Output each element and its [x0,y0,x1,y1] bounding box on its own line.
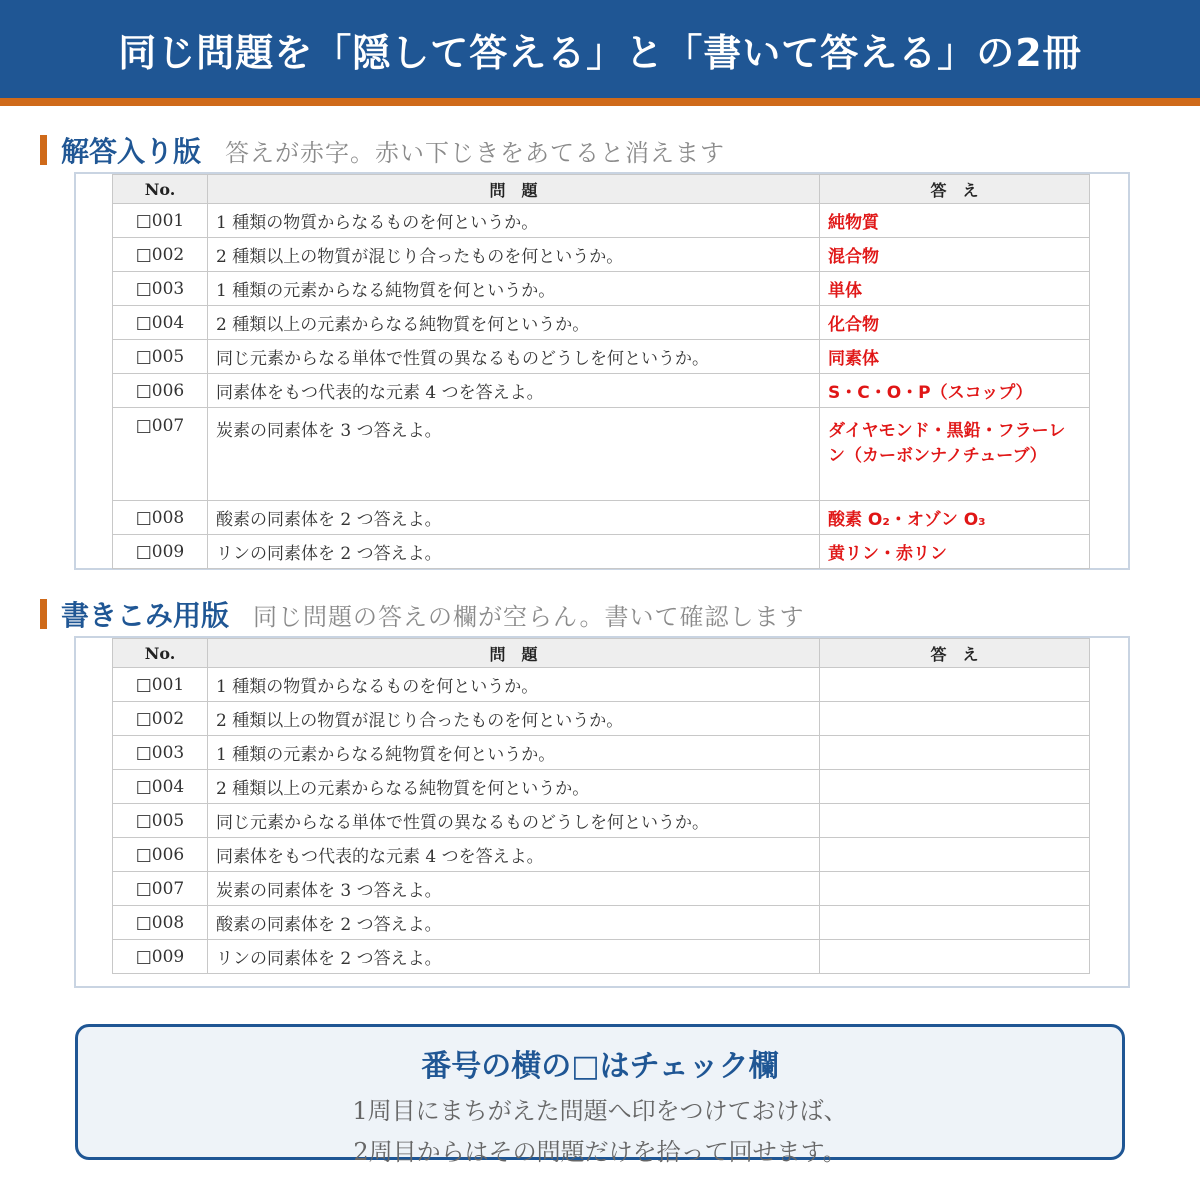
table-row [113,535,1090,569]
row-question: リンの同素体を 2 つ答えよ。 [208,535,820,569]
section-accent-bar [40,599,47,629]
row-question: 同素体をもつ代表的な元素 4 つを答えよ。 [208,374,820,408]
row-question: 2 種類以上の物質が混じり合ったものを何というか。 [208,238,820,272]
table-row [113,804,1090,838]
row-answer: 同素体 [820,340,1090,374]
banner-title: 同じ問題を「隠して答える」と「書いて答える」の2冊 [118,30,1082,75]
table-row [113,736,1090,770]
answer-blank[interactable] [820,838,1090,872]
row-question: 1 種類の元素からなる純物質を何というか。 [208,272,820,306]
table-row [113,838,1090,872]
row-answer: S・C・O・P（スコップ） [820,374,1090,408]
header-answer: 答 え [820,639,1090,668]
answer-blank[interactable] [820,872,1090,906]
row-answer: 黄リン・赤リン [820,535,1090,569]
table-row [113,906,1090,940]
table-row [113,501,1090,535]
table-row [113,306,1090,340]
header-no: No. [113,175,208,204]
row-number[interactable]: □003 [113,736,208,770]
row-question: 1 種類の物質からなるものを何というか。 [208,668,820,702]
row-question: 同素体をもつ代表的な元素 4 つを答えよ。 [208,838,820,872]
answer-blank[interactable] [820,702,1090,736]
table-row [113,872,1090,906]
answer-blank[interactable] [820,668,1090,702]
row-number[interactable]: □005 [113,340,208,374]
answer-blank[interactable] [820,906,1090,940]
row-number[interactable]: □001 [113,204,208,238]
row-question: リンの同素体を 2 つ答えよ。 [208,940,820,974]
checkbox-note [75,1024,1125,1166]
row-number[interactable]: □008 [113,501,208,535]
section-accent-bar [40,135,47,165]
answer-blank[interactable] [820,770,1090,804]
banner [0,0,1200,106]
write-section-title: 書きこみ用版 [61,599,230,632]
table-row [113,770,1090,804]
header-question: 問 題 [208,175,820,204]
row-number[interactable]: □003 [113,272,208,306]
table-row [113,204,1090,238]
row-number[interactable]: □002 [113,238,208,272]
row-number[interactable]: □005 [113,804,208,838]
write-table-card [74,636,1130,988]
row-answer: 化合物 [820,306,1090,340]
row-number[interactable]: □004 [113,306,208,340]
table-row [113,272,1090,306]
answer-table-card [74,172,1130,570]
row-question: 1 種類の物質からなるものを何というか。 [208,204,820,238]
row-answer: ダイヤモンド・黒鉛・フラーレン（カーボンナノチューブ） [820,408,1090,501]
table-header-row [113,639,1090,668]
row-question: 炭素の同素体を 3 つ答えよ。 [208,408,820,501]
row-answer: 酸素 O₂・オゾン O₃ [820,501,1090,535]
row-question: 1 種類の元素からなる純物質を何というか。 [208,736,820,770]
row-number[interactable]: □001 [113,668,208,702]
row-number[interactable]: □009 [113,940,208,974]
table-row [113,408,1090,501]
row-answer: 単体 [820,272,1090,306]
table-row [113,340,1090,374]
table-header-row [113,175,1090,204]
header-no: No. [113,639,208,668]
answer-section-subtitle: 答えが赤字。赤い下じきをあてると消えます [225,138,726,167]
answer-blank[interactable] [820,736,1090,770]
row-number[interactable]: □006 [113,838,208,872]
answer-blank[interactable] [820,804,1090,838]
write-table [112,638,1090,974]
row-question: 炭素の同素体を 3 つ答えよ。 [208,872,820,906]
row-answer: 純物質 [820,204,1090,238]
row-number[interactable]: □006 [113,374,208,408]
row-question: 2 種類以上の元素からなる純物質を何というか。 [208,770,820,804]
header-question: 問 題 [208,639,820,668]
note-title: 番号の横の□はチェック欄 [421,1049,779,1084]
row-number[interactable]: □002 [113,702,208,736]
table-row [113,238,1090,272]
row-number[interactable]: □004 [113,770,208,804]
write-section-subtitle: 同じ問題の答えの欄が空らん。書いて確認します [253,602,805,631]
table-row [113,668,1090,702]
row-answer: 混合物 [820,238,1090,272]
row-number[interactable]: □008 [113,906,208,940]
answer-table [112,174,1090,569]
row-number[interactable]: □009 [113,535,208,569]
row-question: 酸素の同素体を 2 つ答えよ。 [208,906,820,940]
note-line-2: 2周目からはその問題だけを拾って回せます。 [353,1138,847,1166]
row-question: 同じ元素からなる単体で性質の異なるものどうしを何というか。 [208,340,820,374]
note-line-1: 1周目にまちがえた問題へ印をつけておけば、 [352,1097,848,1125]
row-question: 2 種類以上の元素からなる純物質を何というか。 [208,306,820,340]
row-question: 2 種類以上の物質が混じり合ったものを何というか。 [208,702,820,736]
row-question: 酸素の同素体を 2 つ答えよ。 [208,501,820,535]
answer-section-header [40,130,725,170]
table-row [113,940,1090,974]
table-row [113,374,1090,408]
row-number[interactable]: □007 [113,408,208,501]
write-section-header [40,594,804,634]
answer-section-title: 解答入り版 [61,135,202,168]
row-question: 同じ元素からなる単体で性質の異なるものどうしを何というか。 [208,804,820,838]
table-row [113,702,1090,736]
answer-blank[interactable] [820,940,1090,974]
header-answer: 答 え [820,175,1090,204]
row-number[interactable]: □007 [113,872,208,906]
